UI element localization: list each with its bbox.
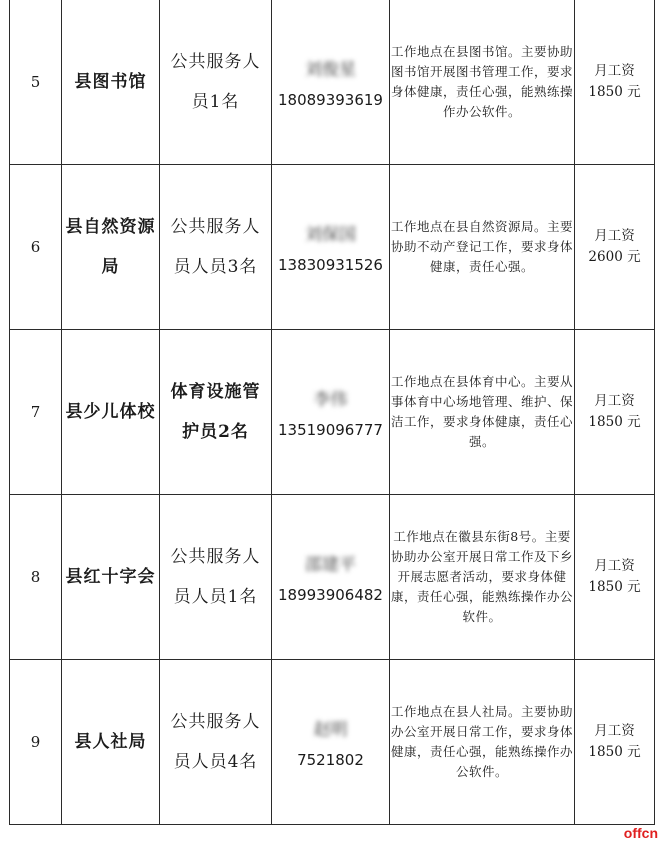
row-number: 7 [10,330,62,495]
contact-cell [272,0,390,165]
contact-name-redacted: 李伟 [313,390,348,410]
position-cell: 公共服务人员1名 [160,0,272,165]
pay-amount: 1850 元 [588,84,641,100]
pay-cell [575,330,655,495]
pay-label: 月工资 [594,723,635,739]
contact-phone: 18993906482 [278,586,383,604]
contact-cell [272,495,390,660]
unit-name: 县自然资源局 [62,165,160,330]
description-cell: 工作地点在县自然资源局。主要协助不动产登记工作，要求身体健康，责任心强。 [390,165,575,330]
pay-label: 月工资 [594,228,635,244]
pay-amount: 2600 元 [588,249,641,265]
pay-amount: 1850 元 [588,414,641,430]
contact-name-redacted: 刘保国 [305,225,356,245]
pay-cell [575,0,655,165]
row-number: 8 [10,495,62,660]
description-cell: 工作地点在徽县东街8号。主要协助办公室开展日常工作及下乡开展志愿者活动，要求身体健康，责任心强，能熟练操作办公软件。 [390,495,575,660]
pay-label: 月工资 [594,63,635,79]
contact-phone: 7521802 [297,751,364,769]
table-row [10,165,655,330]
contact-cell [272,660,390,825]
table-row [10,0,655,165]
pay-amount: 1850 元 [588,744,641,760]
contact-name-redacted: 赵明 [313,720,348,740]
position-cell: 体育设施管护员2名 [160,330,272,495]
unit-name: 县少儿体校 [62,330,160,495]
position-cell: 公共服务人员人员3名 [160,165,272,330]
row-number: 5 [10,0,62,165]
pay-cell [575,660,655,825]
pay-label: 月工资 [594,558,635,574]
row-number: 9 [10,660,62,825]
contact-phone: 13830931526 [278,256,383,274]
contact-phone: 18089393619 [278,91,383,109]
table-row [10,495,655,660]
pay-amount: 1850 元 [588,579,641,595]
watermark-logo: offcn [623,825,658,841]
contact-phone: 13519096777 [278,421,383,439]
contact-name-redacted: 邵建平 [305,555,356,575]
table-row [10,330,655,495]
description-cell: 工作地点在县体育中心。主要从事体育中心场地管理、维护、保洁工作，要求身体健康，责任心强。 [390,330,575,495]
position-cell: 公共服务人员人员4名 [160,660,272,825]
pay-cell [575,165,655,330]
unit-name: 县人社局 [62,660,160,825]
unit-name: 县图书馆 [62,0,160,165]
contact-cell [272,165,390,330]
position-cell: 公共服务人员人员1名 [160,495,272,660]
contact-cell [272,330,390,495]
pay-cell [575,495,655,660]
job-table [9,0,655,825]
row-number: 6 [10,165,62,330]
description-cell: 工作地点在县图书馆。主要协助图书馆开展图书管理工作，要求身体健康，责任心强，能熟练操作办公软件。 [390,0,575,165]
unit-name: 县红十字会 [62,495,160,660]
table-row [10,660,655,825]
description-cell: 工作地点在县人社局。主要协助办公室开展日常工作，要求身体健康，责任心强，能熟练操作办公软件。 [390,660,575,825]
contact-name-redacted: 刘俊星 [305,60,356,80]
pay-label: 月工资 [594,393,635,409]
